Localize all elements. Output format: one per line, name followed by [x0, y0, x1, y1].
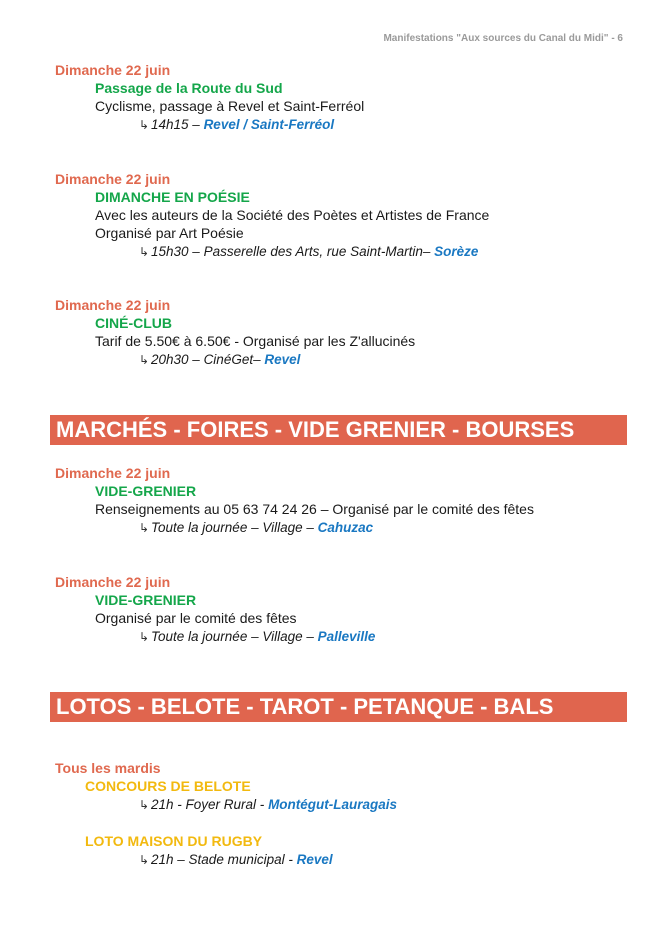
event-town: Cahuzac: [317, 520, 374, 535]
event-date: Dimanche 22 juin: [55, 465, 171, 481]
event-place: Stade municipal -: [188, 852, 297, 867]
event-title: CINÉ-CLUB: [95, 315, 172, 331]
event-time: Toute la journée –: [151, 520, 263, 535]
event-title: Passage de la Route du Sud: [95, 80, 283, 96]
event-location-line: [139, 795, 635, 815]
event-description: Avec les auteurs de la Société des Poètes et Artistes de France: [95, 207, 490, 223]
event-description: Organisé par Art Poésie: [95, 225, 244, 241]
event-vide-grenier-palleville: [55, 573, 635, 647]
event-title: LOTO MAISON DU RUGBY: [85, 833, 263, 849]
event-description: Tarif de 5.50€ à 6.50€ - Organisé par les Z'allucinés: [95, 333, 416, 349]
event-cine-club: [55, 296, 635, 370]
event-time: 20h30 –: [151, 352, 204, 367]
event-location-line: [139, 627, 635, 647]
event-date: Dimanche 22 juin: [55, 62, 171, 78]
hook-arrow-icon: ↳: [139, 798, 150, 812]
event-title: CONCOURS DE BELOTE: [85, 778, 251, 794]
event-town: Sorèze: [434, 244, 479, 259]
event-place: Village –: [262, 520, 318, 535]
hook-arrow-icon: ↳: [139, 245, 150, 259]
event-location-line: [139, 518, 635, 538]
event-vide-grenier-cahuzac: [55, 464, 635, 538]
event-time: 21h -: [151, 797, 186, 812]
hook-arrow-icon: ↳: [139, 853, 150, 867]
event-title: VIDE-GRENIER: [95, 592, 197, 608]
event-place: Foyer Rural -: [185, 797, 269, 812]
event-description: Cyclisme, passage à Revel et Saint-Ferréol: [95, 98, 365, 114]
event-description: Organisé par le comité des fêtes: [95, 610, 297, 626]
event-date: Dimanche 22 juin: [55, 297, 171, 313]
section-heading-lotos: LOTOS - BELOTE - TAROT - PETANQUE - BALS: [50, 692, 627, 722]
event-town: Palleville: [317, 629, 376, 644]
event-place: CinéGet–: [203, 352, 265, 367]
event-date: Dimanche 22 juin: [55, 171, 171, 187]
event-location-line: [139, 242, 635, 262]
event-title: VIDE-GRENIER: [95, 483, 197, 499]
event-location-line: [139, 850, 635, 870]
event-title: DIMANCHE EN POÉSIE: [95, 189, 250, 205]
hook-arrow-icon: ↳: [139, 630, 150, 644]
event-time: 21h –: [151, 852, 189, 867]
event-town: Revel / Saint-Ferréol: [203, 117, 335, 132]
event-time: 14h15 –: [151, 117, 204, 132]
event-date: Tous les mardis: [55, 760, 161, 776]
event-dimanche-en-poesie: [55, 170, 635, 262]
event-place: Village –: [262, 629, 318, 644]
event-location-line: [139, 115, 635, 135]
event-town: Revel: [296, 852, 333, 867]
event-route-du-sud: [55, 61, 635, 135]
section-heading-marches: MARCHÉS - FOIRES - VIDE GRENIER - BOURSES: [50, 415, 627, 445]
event-description: Renseignements au 05 63 74 24 26 – Organisé par le comité des fêtes: [95, 501, 534, 517]
hook-arrow-icon: ↳: [139, 521, 150, 535]
event-time: Toute la journée –: [151, 629, 263, 644]
hook-arrow-icon: ↳: [139, 353, 150, 367]
event-group-mardis: [55, 759, 635, 870]
page-header: Manifestations "Aux sources du Canal du Midi" - 6: [383, 33, 623, 44]
event-date: Dimanche 22 juin: [55, 574, 171, 590]
event-town: Montégut-Lauragais: [268, 797, 398, 812]
event-time: 15h30 –: [151, 244, 204, 259]
event-place: Passerelle des Arts, rue Saint-Martin–: [203, 244, 435, 259]
hook-arrow-icon: ↳: [139, 118, 150, 132]
event-town: Revel: [264, 352, 301, 367]
event-location-line: [139, 350, 635, 370]
